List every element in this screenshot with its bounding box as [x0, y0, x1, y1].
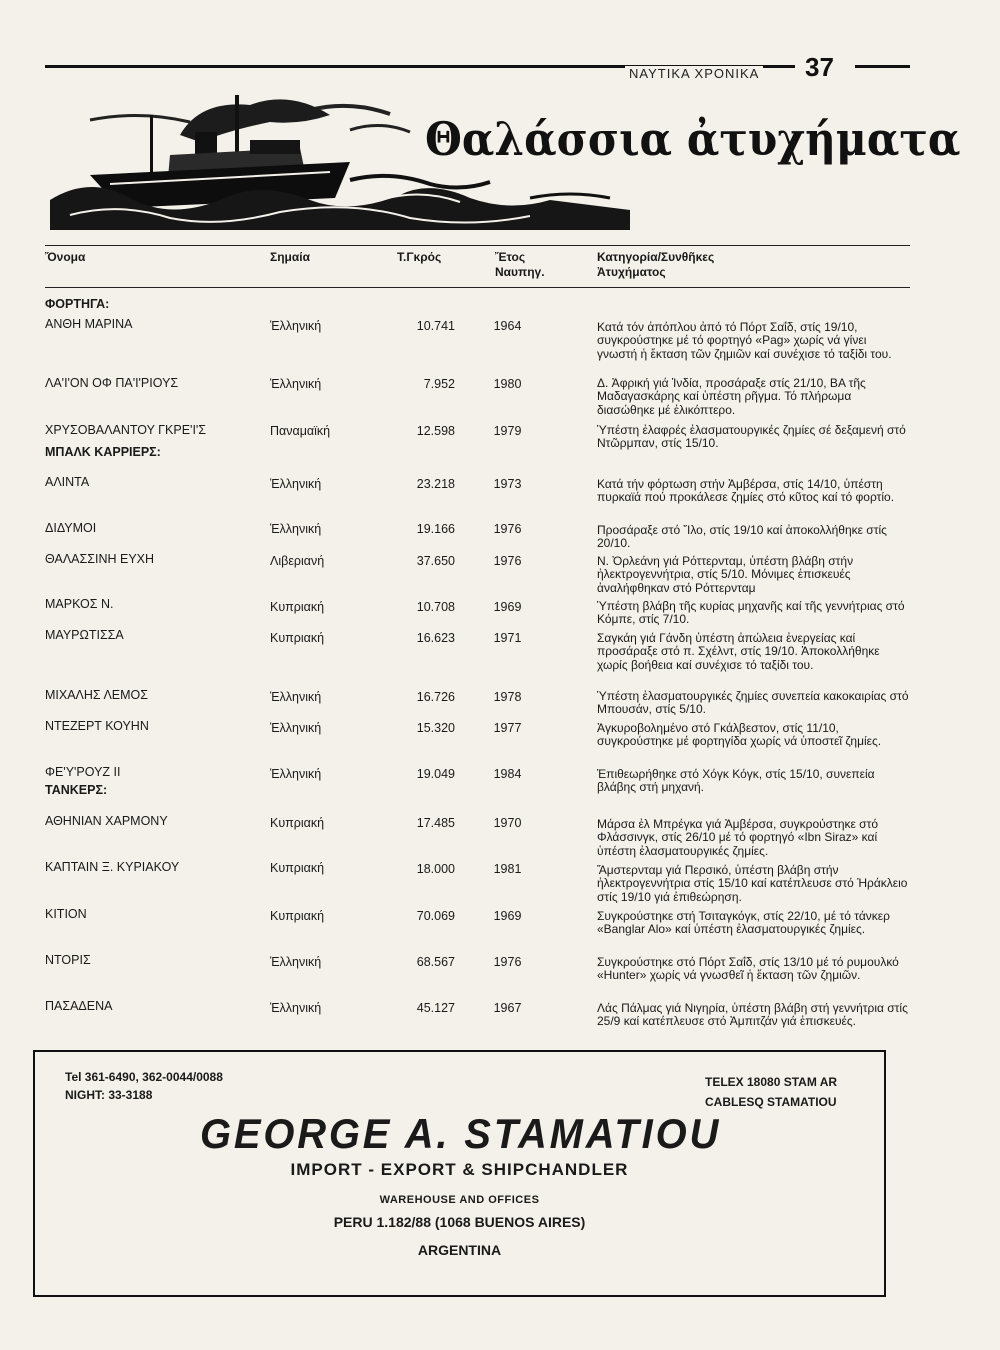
table-row-gross-tonnage: 10.741 [416, 319, 455, 333]
table-row-gross-tonnage: 7.952 [423, 377, 455, 391]
table-row-name: ΑΛΙΝΤΑ [45, 475, 90, 489]
table-row-description: Ὑπέστη βλάβη τῆς κυρίας μηχανῆς καί τῆς γεννήτριας στό Κόμπε, στίς 7/10. [597, 599, 905, 627]
table-row-name: ΜΑΡΚΟΣ Ν. [45, 597, 114, 611]
page-number: 37 [805, 52, 834, 82]
table-row-flag: Ἑλληνική [270, 1001, 322, 1015]
advert-country: ARGENTINA [417, 1242, 502, 1258]
table-row-year: 1976 [493, 522, 522, 536]
table-row-description: Λάς Πάλμας γιά Νιγηρία, ὑπέστη βλάβη στή γεννήτρια στίς 25/9 καί κατέπλευσε στό Ἀμπιτζάν γιά ἐπισκευές. [597, 1001, 908, 1029]
table-row-name: ΜΑΥΡΩΤΙΣΣΑ [45, 628, 124, 642]
table-row-name: ΠΑΣΑΔΕΝΑ [45, 999, 113, 1013]
advert-company-name: GEORGE A. STAMATIOU [200, 1110, 722, 1157]
table-row-flag: Παναμαϊκή [270, 424, 331, 438]
table-row-gross-tonnage: 37.650 [416, 554, 455, 568]
category-cargo: ΦΟΡΤΗΓΑ: [45, 297, 110, 311]
category-bulk-carriers: ΜΠΑΛΚ ΚΑΡΡΙΕΡΣ: [45, 445, 161, 459]
table-row-description: Κατά τήν φόρτωση στήν Ἀμβέρσα, στίς 14/10, ὑπέστη πυρκαϊά πού προκάλεσε ζημίες στό κῦτος καί τό φορτίο. [597, 477, 895, 505]
table-row-flag: Ἑλληνική [270, 377, 322, 391]
table-row-flag: Ἑλληνική [270, 721, 322, 735]
column-header-year-built [495, 250, 545, 280]
table-row-description: Ἐπιθεωρήθηκε στό Χόγκ Κόγκ, στίς 15/10, συνεπεία βλάβης στή μηχανή. [597, 767, 875, 795]
table-row-name: ΝΤΟΡΙΣ [45, 953, 91, 967]
table-row-description: Ν. Ὀρλεάνη γιά Ρόττερνταμ, ὑπέστη βλάβη στήν ἠλεκτρογεννήτρια, στίς 5/10. Μόνιμες ἐπισκευές ἀναλήφθηκαν στό Ρόττερνταμ [597, 554, 854, 595]
table-row-year: 1973 [493, 477, 522, 491]
table-row-name: ΜΙΧΑΛΗΣ ΛΕΜΟΣ [45, 688, 148, 702]
table-row-flag: Ἑλληνική [270, 522, 322, 536]
table-row-flag: Λιβεριανή [270, 554, 325, 568]
table-row-flag: Ἑλληνική [270, 690, 322, 704]
table-row-year: 1976 [493, 554, 522, 568]
table-row-year: 1970 [493, 816, 522, 830]
table-row-flag: Κυπριακή [270, 861, 325, 875]
column-header-gross-tonnage: Τ.Γκρός [397, 250, 442, 264]
table-row-year: 1964 [493, 319, 522, 333]
header-rule-right [855, 65, 910, 68]
table-header-rule-bottom [45, 287, 910, 288]
advert-business-type: IMPORT - EXPORT & SHIPCHANDLER [290, 1160, 629, 1179]
table-row-gross-tonnage: 68.567 [416, 955, 455, 969]
table-row-name: ΘΑΛΑΣΣΙΝΗ ΕΥΧΗ [45, 552, 155, 566]
column-header-name: Ὄνομα [45, 250, 86, 264]
table-row-description: Μάρσα ἐλ Μπρέγκα γιά Ἀμβέρσα, συγκρούστηκε στό Φλάσσινγκ, στίς 26/10 μέ τό φορτηγό «Ibn Siraz» καί ὑπέστη ἐλασματουργικές ζημίες. [597, 817, 878, 858]
table-row-gross-tonnage: 16.623 [416, 631, 455, 645]
table-row-name: ΝΤΕΖΕΡΤ ΚΟΥΗΝ [45, 719, 149, 733]
table-row-name: ΦΕ'Υ'ΡΟΥΖ ΙΙ [45, 765, 121, 779]
running-title: ΝΑΥΤΙΚΑ ΧΡΟΝΙΚΑ [625, 66, 763, 81]
column-header-description-line2: Ἀτυχήματος [597, 265, 666, 279]
table-row-year: 1980 [493, 377, 522, 391]
table-row-description: Ὑπέστη ἐλασματουργικές ζημίες συνεπεία κακοκαιρίας στό Μπουσάν, στίς 5/10. [597, 689, 909, 717]
table-row-gross-tonnage: 23.218 [416, 477, 455, 491]
table-row-gross-tonnage: 17.485 [416, 816, 455, 830]
column-header-flag: Σημαία [270, 250, 310, 264]
table-row-description: Συγκρούστηκε στό Πόρτ Σαΐδ, στίς 13/10 μέ τό ρυμουλκό «Hunter» χωρίς νά γνωσθεῖ ἡ ἔκταση τῶν ζημιῶν. [597, 955, 899, 983]
table-row-gross-tonnage: 10.708 [416, 600, 455, 614]
table-row-name: ΚΙΤΙΟΝ [45, 907, 87, 921]
table-row-year: 1969 [493, 600, 522, 614]
table-row-flag: Κυπριακή [270, 909, 325, 923]
advert-warehouse: WAREHOUSE AND OFFICES [379, 1194, 540, 1206]
table-row-gross-tonnage: 45.127 [416, 1001, 455, 1015]
advert-phone: Tel 361-6490, 362-0044/0088 [65, 1070, 223, 1084]
table-row-flag: Ἑλληνική [270, 319, 322, 333]
table-row-description: Ἀγκυροβολημένο στό Γκάλβεστον, στίς 11/10, συγκρούστηκε μέ φορτηγίδα χωρίς νά ὑποστεῖ ζημίες. [597, 721, 882, 749]
table-row-year: 1978 [493, 690, 522, 704]
section-title: Θαλάσσια ἀτυχήματα [425, 112, 961, 166]
table-row-description: Σαγκάη γιά Γάνδη ὑπέστη ἀπώλεια ἐνεργείας καί προσάραξε στό π. Σχέλντ, στίς 19/10. Ἀποκολλήθηκε χωρίς βοήθεια καί συνέχισε τό ταξίδι του. [597, 631, 880, 672]
table-row-flag: Ἑλληνική [270, 955, 322, 969]
category-tankers: ΤΑΝΚΕΡΣ: [45, 783, 108, 797]
column-header-description-line1: Κατηγορία/Συνθῆκες [597, 250, 715, 264]
table-row-year: 1979 [493, 424, 522, 438]
table-row-gross-tonnage: 19.049 [416, 767, 455, 781]
table-row-description: Ὑπέστη ἐλαφρές ἐλασματουργικές ζημίες σέ δεξαμενή στό Ντῶρμπαν, στίς 15/10. [597, 423, 906, 451]
table-row-name: ΧΡΥΣΟΒΑΛΑΝΤΟΥ ΓΚΡΕ'Ι'Σ [45, 423, 207, 437]
table-row-year: 1981 [493, 862, 522, 876]
table-row-name: ΑΘΗΝΙΑΝ ΧΑΡΜΟΝΥ [45, 814, 168, 828]
table-row-description: Δ. Ἀφρική γιά Ἰνδία, προσάραξε στίς 21/10, ΒΑ τῆς Μαδαγασκάρης καί ὑπέστη ρῆγμα. Τό πλήρωμα διασώθηκε μέ ἑλικόπτερο. [597, 376, 866, 417]
advert-address: PERU 1.182/88 (1068 BUENOS AIRES) [333, 1214, 586, 1230]
table-row-year: 1976 [493, 955, 522, 969]
table-row-name: ΔΙΔΥΜΟΙ [45, 521, 97, 535]
table-row-year: 1984 [493, 767, 522, 781]
table-row-name: ΚΑΠΤΑΙΝ Ξ. ΚΥΡΙΑΚΟΥ [45, 860, 180, 874]
table-row-flag: Κυπριακή [270, 600, 325, 614]
table-row-gross-tonnage: 70.069 [416, 909, 455, 923]
table-row-gross-tonnage: 19.166 [416, 522, 455, 536]
column-header-year-line1: Ἔτος [495, 250, 526, 264]
advert-cable: CABLESQ STAMATIOU [705, 1095, 837, 1109]
advert-night-phone: NIGHT: 33-3188 [65, 1088, 153, 1102]
table-row-year: 1969 [493, 909, 522, 923]
table-row-name: ΑΝΘΗ ΜΑΡΙΝΑ [45, 317, 133, 331]
table-row-year: 1971 [493, 631, 522, 645]
table-row-description: Προσάραξε στό Ἴλο, στίς 19/10 καί ἀποκολλήθηκε στίς 20/10. [597, 523, 887, 551]
table-header-rule-top [45, 245, 910, 246]
table-row-gross-tonnage: 12.598 [416, 424, 455, 438]
table-row-flag: Ἑλληνική [270, 477, 322, 491]
advert-telex: TELEX 18080 STAM AR [705, 1075, 838, 1089]
table-row-description: Συγκρούστηκε στή Τσιταγκόγκ, στίς 22/10, μέ τό τάνκερ «Banglar Alo» καί ὑπέστη ἐλασματουργικές ζημίες. [597, 909, 890, 937]
table-row-gross-tonnage: 18.000 [416, 862, 455, 876]
table-row-year: 1967 [493, 1001, 522, 1015]
table-row-flag: Κυπριακή [270, 816, 325, 830]
table-row-gross-tonnage: 15.320 [416, 721, 455, 735]
table-row-flag: Κυπριακή [270, 631, 325, 645]
table-row-flag: Ἑλληνική [270, 767, 322, 781]
table-row-description: Κατά τόν ἀπόπλου ἀπό τό Πόρτ Σαΐδ, στίς 19/10, συγκρούστηκε μέ τό φορτηγό «Pag» χωρίς νά γίνει γνωστή ἡ ἔκταση τῶν ζημιῶν καί συνέχισε τό ταξίδι του. [597, 320, 892, 361]
column-header-year-line2: Ναυπηγ. [495, 265, 545, 279]
table-row-description: Ἄμστερνταμ γιά Περσικό, ὑπέστη βλάβη στήν ἠλεκτρογεννήτρια στίς 15/10 καί κατέπλευσε στό Ἡράκλειο στίς 19/10 γιά ἐπιθεώρηση. [597, 863, 908, 904]
column-header-description [597, 250, 714, 280]
table-row-year: 1977 [493, 721, 522, 735]
table-row-gross-tonnage: 16.726 [416, 690, 455, 704]
table-row-name: ΛΑ'Ι'ΟΝ ΟΦ ΠΑ'Ι'ΡΙΟΥΣ [45, 376, 179, 390]
